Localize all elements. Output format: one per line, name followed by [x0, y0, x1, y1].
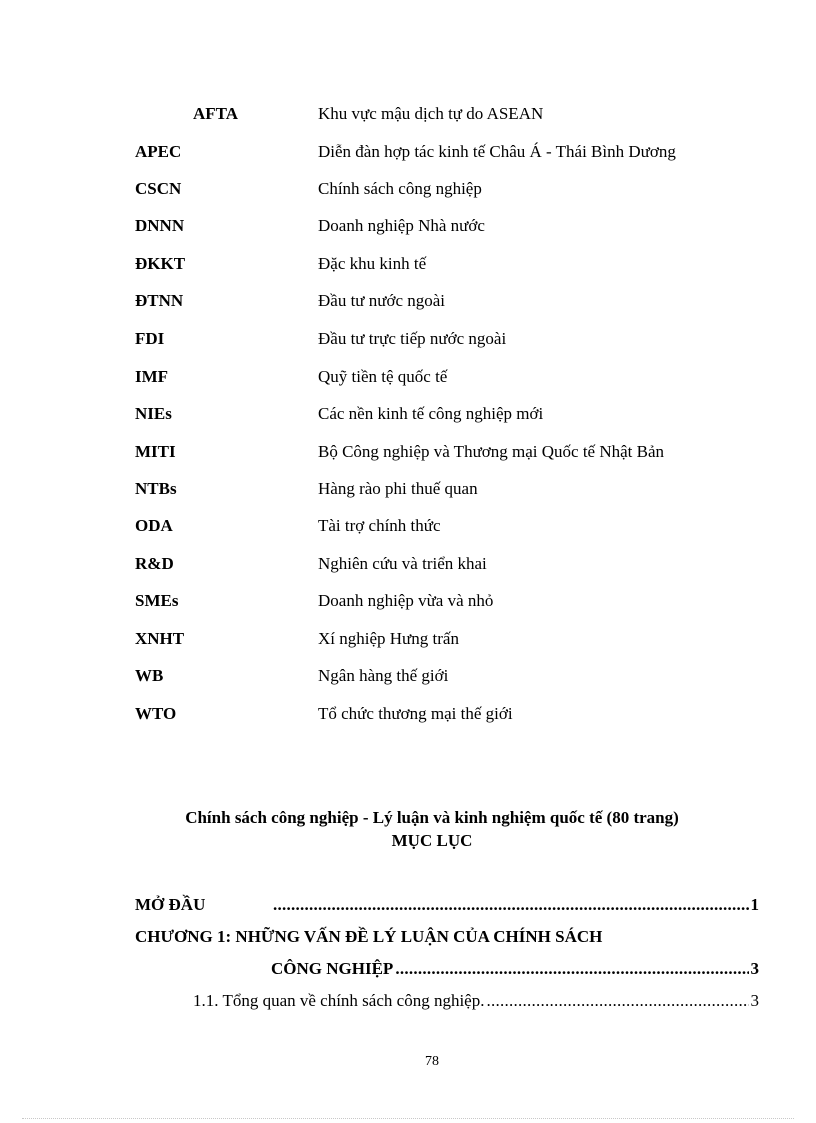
abbreviation-term: MITI: [135, 442, 176, 461]
abbreviation-row: [0, 477, 816, 501]
abbreviation-row: [0, 402, 816, 426]
abbreviation-meaning: Tổ chức thương mại thế giới: [318, 704, 513, 723]
abbreviation-meaning: Các nền kinh tế công nghiệp mới: [318, 404, 544, 423]
toc-entry-page: 3: [750, 959, 759, 978]
abbreviation-meaning: Đầu tư trực tiếp nước ngoài: [318, 329, 507, 348]
toc-leader-dots: [486, 989, 748, 1013]
abbreviation-row: [0, 140, 816, 164]
abbreviation-row: [0, 289, 816, 313]
abbreviation-term: ĐKKT: [135, 254, 186, 273]
abbreviation-row: [0, 552, 816, 576]
page-number: 78: [425, 1054, 439, 1069]
toc-entry-chapter-1[interactable]: [135, 925, 775, 949]
abbreviation-term: ODA: [135, 516, 173, 535]
abbreviation-row: [0, 440, 816, 464]
abbreviation-meaning: Khu vực mậu dịch tự do ASEAN: [318, 104, 544, 123]
toc-leader-dots: [395, 957, 748, 981]
abbreviation-row: [0, 664, 816, 688]
abbreviation-term: WTO: [135, 704, 177, 723]
document-title: Chính sách công nghiệp - Lý luận và kinh nghiệm quốc tế (80 trang): [185, 808, 679, 827]
abbreviation-term: AFTA: [193, 104, 239, 123]
toc-leader-dots: [273, 893, 749, 917]
abbreviation-term: FDI: [135, 329, 165, 348]
abbreviation-row: [0, 365, 816, 389]
abbreviation-meaning: Doanh nghiệp vừa và nhỏ: [318, 591, 494, 610]
abbreviation-meaning: Hàng rào phi thuế quan: [318, 479, 478, 498]
abbreviation-row: [0, 327, 816, 351]
abbreviation-meaning: Đầu tư nước ngoài: [318, 291, 446, 310]
toc-entry-page: 1: [750, 895, 759, 914]
abbreviation-meaning: Tài trợ chính thức: [318, 516, 441, 535]
toc-entry-section-1-1[interactable]: [193, 989, 759, 1013]
abbreviation-term: XNHT: [135, 629, 185, 648]
abbreviation-row: [0, 702, 816, 726]
abbreviation-term: IMF: [135, 367, 169, 386]
abbreviation-term: WB: [135, 666, 164, 685]
abbreviation-row: [0, 102, 816, 126]
toc-entry-label: CHƯƠNG 1: NHỮNG VẤN ĐỀ LÝ LUẬN CỦA CHÍNH SÁCH: [135, 927, 603, 946]
abbreviation-meaning: Bộ Công nghiệp và Thương mại Quốc tế Nhật Bản: [318, 442, 665, 461]
abbreviation-meaning: Ngân hàng thế giới: [318, 666, 449, 685]
abbreviation-term: NTBs: [135, 479, 177, 498]
abbreviation-meaning: Xí nghiệp Hưng trấn: [318, 629, 459, 648]
abbreviation-meaning: Đặc khu kinh tế: [318, 254, 427, 273]
abbreviation-meaning: Chính sách công nghiệp: [318, 179, 482, 198]
abbreviation-meaning: Nghiên cứu và triển khai: [318, 554, 487, 573]
toc-entry-label: CÔNG NGHIỆP: [271, 959, 394, 978]
abbreviation-meaning: Quỹ tiền tệ quốc tế: [318, 367, 448, 386]
abbreviation-term: NIEs: [135, 404, 172, 423]
toc-entry-intro[interactable]: [135, 893, 759, 917]
abbreviation-row: [0, 627, 816, 651]
toc-entry-label: 1.1. Tổng quan về chính sách công nghiệp.: [193, 991, 485, 1010]
abbreviation-term: APEC: [135, 142, 182, 161]
abbreviation-row: [0, 589, 816, 613]
abbreviation-meaning: Doanh nghiệp Nhà nước: [318, 216, 485, 235]
abbreviation-term: DNNN: [135, 216, 185, 235]
toc-entry-page: 3: [750, 991, 759, 1010]
abbreviation-term: R&D: [135, 554, 174, 573]
abbreviation-meaning: Diễn đàn hợp tác kinh tế Châu Á - Thái Bình Dương: [318, 142, 676, 161]
abbreviation-row: [0, 214, 816, 238]
abbreviation-row: [0, 177, 816, 201]
abbreviation-term: CSCN: [135, 179, 182, 198]
toc-heading: MỤC LỤC: [391, 831, 473, 850]
abbreviation-term: SMEs: [135, 591, 179, 610]
abbreviation-row: [0, 252, 816, 276]
toc-entry-label: MỞ ĐẦU: [135, 895, 206, 914]
page-bottom-divider: [22, 1118, 794, 1119]
abbreviation-term: ĐTNN: [135, 291, 184, 310]
toc-entry-chapter-1-continued[interactable]: [271, 957, 759, 981]
abbreviation-row: [0, 514, 816, 538]
